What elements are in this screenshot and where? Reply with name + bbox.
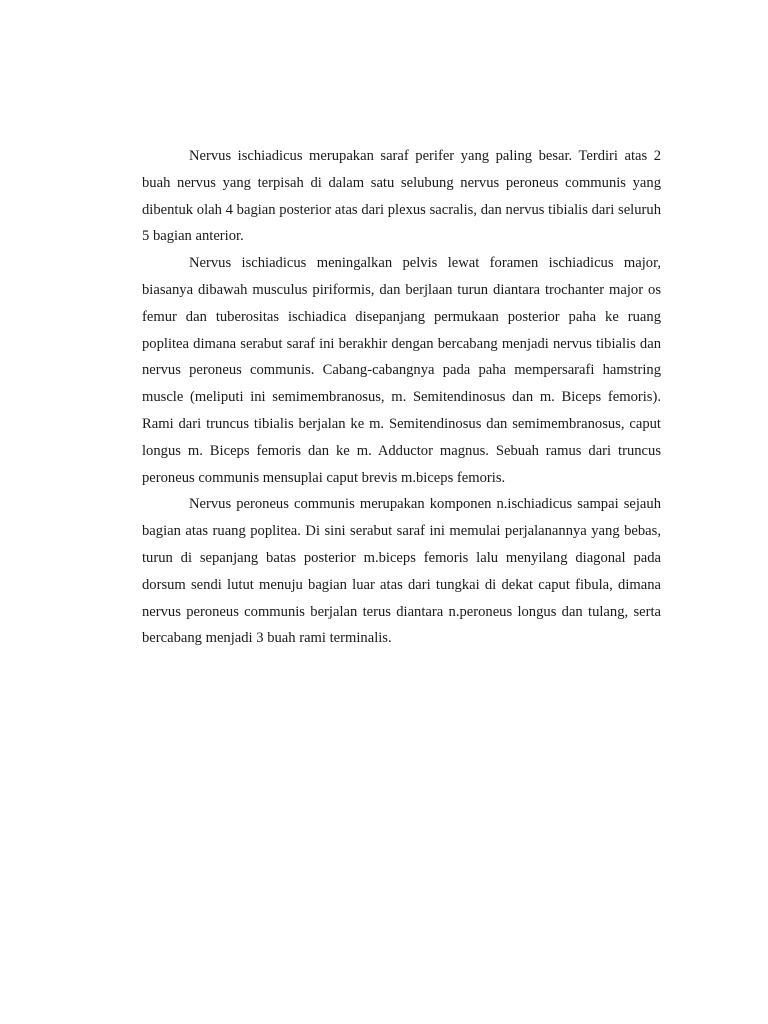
paragraph-nervus-ischiadicus-course: Nervus ischiadicus meningalkan pelvis lewat foramen ischiadicus major, biasanya dibawah musculus piriformis, dan berjlaan turun diantara trochanter major os femur dan tuberositas ischiadica disepanjang permukaan posterior paha ke ruang poplitea dimana serabut saraf ini berakhir dengan bercabang menjadi nervus tibialis dan nervus peroneus communis. Cabang-cabangnya pada paha mempersarafi hamstring muscle (meliputi ini semimembranosus, m. Semitendinosus dan m. Biceps femoris). Rami dari truncus tibialis berjalan ke m. Semitendinosus dan semimembranosus, caput longus m. Biceps femoris dan ke m. Adductor magnus. Sebuah ramus dari truncus peroneus communis mensuplai caput brevis m.biceps femoris.	[142, 255, 661, 486]
paragraph-nervus-peroneus-communis: Nervus peroneus communis merupakan komponen n.ischiadicus sampai sejauh bagian atas ruang poplitea. Di sini serabut saraf ini memulai perjalanannya yang bebas, turun di sepanjang batas posterior m.biceps femoris lalu menyilang diagonal pada dorsum sendi lutut menuju bagian luar atas dari tungkai di dekat caput fibula, dimana nervus peroneus communis berjalan terus diantara n.peroneus longus dan tulang, serta bercabang menjadi 3 buah rami terminalis.	[142, 496, 661, 647]
document-body	[142, 143, 661, 652]
paragraph-nervus-ischiadicus: Nervus ischiadicus merupakan saraf perifer yang paling besar. Terdiri atas 2 buah nervus yang terpisah di dalam satu selubung nervus peroneus communis yang dibentuk olah 4 bagian posterior atas dari plexus sacralis, dan nervus tibialis dari seluruh 5 bagian anterior.	[142, 148, 661, 245]
